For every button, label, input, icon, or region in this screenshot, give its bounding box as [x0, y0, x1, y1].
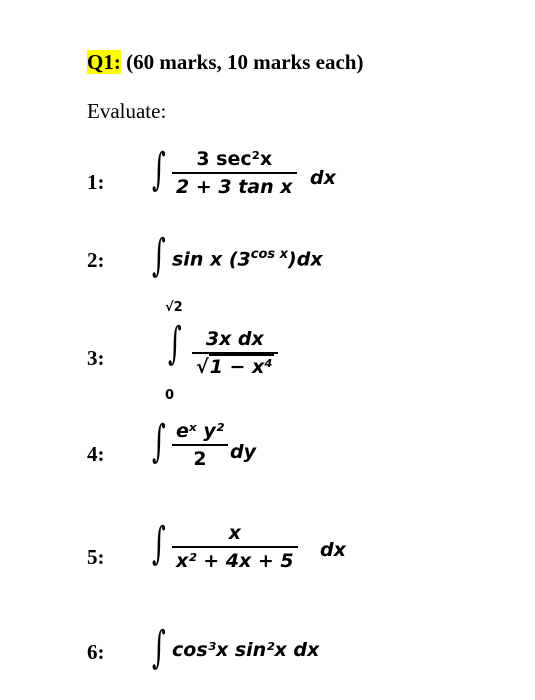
marks-text: (60 marks, 10 marks each)	[126, 50, 364, 74]
question-header	[87, 50, 363, 75]
denominator: x² + 4x + 5	[176, 550, 294, 572]
item-number-6: 6:	[87, 640, 105, 664]
item-number-4: 4:	[87, 442, 105, 466]
radicand: 1 − x⁴	[209, 356, 273, 378]
integral-sign: ∫	[152, 144, 166, 195]
differential: dx	[310, 167, 336, 189]
upper-limit: √2	[165, 300, 183, 315]
denominator: 2 + 3 tan x	[176, 176, 293, 198]
integral-sign: ∫	[152, 518, 166, 569]
integrand-expression: cos³x sin²x dx	[172, 639, 320, 661]
fraction	[192, 328, 278, 378]
item-number-3: 3:	[87, 346, 105, 370]
fraction	[172, 522, 298, 572]
instruction-text: Evaluate:	[87, 99, 167, 123]
differential: dy	[230, 441, 256, 463]
denominator: √1 − x⁴	[196, 356, 273, 378]
denominator: 2	[193, 448, 207, 470]
item-number-2: 2:	[87, 248, 105, 272]
integral-sign: ∫	[168, 318, 182, 369]
integral-sign: ∫	[152, 622, 166, 673]
numerator: x	[228, 522, 241, 544]
question-label-highlighted: Q1:	[87, 50, 121, 74]
integral-sign: ∫	[152, 230, 166, 281]
item-number-1: 1:	[87, 170, 105, 194]
lower-limit: 0	[165, 388, 175, 403]
exponent: cos x	[250, 247, 289, 262]
item-number-5: 5:	[87, 545, 105, 569]
fraction	[172, 148, 297, 198]
numerator: eˣ y²	[176, 420, 225, 442]
fraction	[172, 420, 228, 470]
integrand-expression: sin x $(3^{cos x})dx$	[172, 247, 323, 271]
numerator: 3 sec²x	[196, 148, 273, 170]
differential: dx	[320, 539, 346, 561]
integral-sign: ∫	[152, 416, 166, 467]
numerator: 3x dx	[205, 328, 264, 350]
